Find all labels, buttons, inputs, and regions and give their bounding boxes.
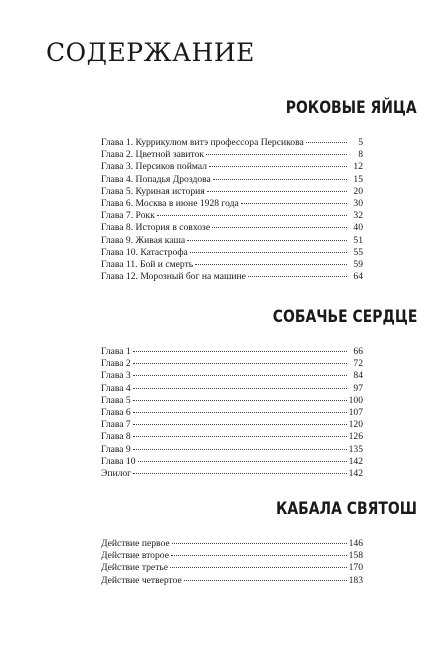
dot-leader bbox=[213, 178, 347, 180]
toc-entry-label: Глава 12. Морозный бог на машине bbox=[101, 271, 246, 283]
dot-leader bbox=[133, 435, 347, 437]
dot-leader bbox=[209, 165, 347, 167]
dot-leader bbox=[248, 275, 347, 277]
dot-leader bbox=[133, 399, 347, 401]
toc-entry-page: 8 bbox=[358, 149, 363, 161]
toc-entry-label: Глава 10. Катастрофа bbox=[101, 246, 188, 258]
toc-entry-page: 72 bbox=[353, 358, 363, 370]
toc-entry-label: Эпилог bbox=[101, 467, 132, 479]
toc-entry bbox=[101, 468, 363, 480]
toc-entry-page: 15 bbox=[353, 173, 363, 185]
toc-entry-page: 40 bbox=[353, 222, 363, 234]
toc-entry-label: Глава 6. Москва в июне 1928 года bbox=[101, 197, 239, 209]
toc-entry-page: 126 bbox=[348, 431, 363, 443]
section-title: РОКОВЫЕ ЯЙЦА bbox=[286, 98, 417, 118]
toc-entry-page: 12 bbox=[353, 161, 363, 173]
toc-entry-page: 183 bbox=[348, 574, 363, 586]
toc-entry-label: Глава 10 bbox=[101, 455, 136, 467]
toc-entry-page: 158 bbox=[348, 550, 363, 562]
toc-entry-page: 120 bbox=[348, 419, 363, 431]
toc-entry bbox=[101, 149, 363, 161]
toc-entry bbox=[101, 186, 363, 198]
dot-leader bbox=[133, 448, 347, 450]
toc-entry-page: 59 bbox=[353, 258, 363, 270]
dot-leader bbox=[138, 460, 347, 462]
toc-entry-label: Глава 8. История в совхозе bbox=[101, 222, 211, 234]
dot-leader bbox=[184, 579, 347, 581]
toc-entry bbox=[101, 346, 363, 358]
toc-entry bbox=[101, 210, 363, 222]
toc-entry-page: 142 bbox=[348, 455, 363, 467]
toc-list bbox=[101, 137, 363, 283]
toc-list bbox=[101, 346, 363, 480]
toc-entry-label: Глава 4 bbox=[101, 382, 131, 394]
toc-entry bbox=[101, 538, 363, 550]
toc-entry-label: Действие третье bbox=[101, 562, 169, 574]
toc-list bbox=[101, 538, 363, 587]
dot-leader bbox=[133, 350, 347, 352]
dot-leader bbox=[207, 190, 347, 192]
toc-entry-label: Глава 7. Рокк bbox=[101, 210, 155, 222]
toc-entry-page: 64 bbox=[353, 271, 363, 283]
dot-leader bbox=[195, 263, 347, 265]
toc-entry-label: Глава 1. Куррикулюм витэ профессора Персикова bbox=[101, 137, 304, 148]
section-title: СОБАЧЬЕ СЕРДЦЕ bbox=[272, 307, 417, 327]
toc-entry-page: 142 bbox=[348, 467, 363, 479]
toc-entry-label: Глава 4. Попадья Дроздова bbox=[101, 173, 211, 185]
toc-entry-page: 5 bbox=[358, 137, 363, 148]
toc-entry-label: Глава 9. Живая каша bbox=[101, 234, 186, 246]
toc-entry-page: 55 bbox=[353, 246, 363, 258]
toc-entry-label: Действие второе bbox=[101, 550, 169, 562]
toc-entry-label: Действие первое bbox=[101, 538, 170, 549]
toc-entry bbox=[101, 222, 363, 234]
toc-entry-page: 97 bbox=[353, 382, 363, 394]
toc-entry-page: 30 bbox=[353, 197, 363, 209]
dot-leader bbox=[190, 251, 347, 253]
page-title: СОДЕРЖАНИЕ bbox=[46, 38, 255, 67]
toc-entry-label: Действие четвертое bbox=[101, 574, 182, 586]
dot-leader bbox=[212, 226, 347, 228]
toc-entry-label: Глава 2 bbox=[101, 358, 131, 370]
dot-leader bbox=[133, 374, 347, 376]
toc-entry bbox=[101, 235, 363, 247]
toc-entry-label: Глава 3. Персиков поймал bbox=[101, 161, 207, 173]
toc-entry-page: 32 bbox=[353, 210, 363, 222]
toc-entry bbox=[101, 395, 363, 407]
toc-entry-page: 66 bbox=[353, 346, 363, 357]
dot-leader bbox=[206, 153, 347, 155]
toc-entry-label: Глава 2. Цветной завиток bbox=[101, 149, 205, 161]
toc-entry-page: 84 bbox=[353, 370, 363, 382]
toc-entry bbox=[101, 431, 363, 443]
toc-entry-page: 100 bbox=[348, 394, 363, 406]
toc-entry bbox=[101, 419, 363, 431]
toc-entry-page: 20 bbox=[353, 185, 363, 197]
dot-leader bbox=[133, 423, 347, 425]
dot-leader bbox=[157, 214, 347, 216]
dot-leader bbox=[133, 472, 346, 474]
toc-entry bbox=[101, 271, 363, 283]
toc-entry-label: Глава 6 bbox=[101, 406, 131, 418]
toc-entry bbox=[101, 358, 363, 370]
dot-leader bbox=[241, 202, 347, 204]
toc-entry bbox=[101, 562, 363, 574]
toc-entry-page: 107 bbox=[348, 406, 363, 418]
toc-entry bbox=[101, 444, 363, 456]
dot-leader bbox=[187, 239, 347, 241]
toc-entry bbox=[101, 259, 363, 271]
toc-entry bbox=[101, 174, 363, 186]
dot-leader bbox=[171, 554, 347, 556]
toc-entry-label: Глава 3 bbox=[101, 370, 131, 382]
toc-entry-label: Глава 11. Бой и смерть bbox=[101, 258, 194, 270]
toc-entry bbox=[101, 198, 363, 210]
toc-entry-label: Глава 1 bbox=[101, 346, 131, 357]
dot-leader bbox=[133, 411, 347, 413]
toc-entry-label: Глава 9 bbox=[101, 443, 131, 455]
dot-leader bbox=[133, 387, 347, 389]
toc-entry-label: Глава 8 bbox=[101, 431, 131, 443]
toc-entry bbox=[101, 370, 363, 382]
toc-entry bbox=[101, 247, 363, 259]
toc-entry bbox=[101, 407, 363, 419]
toc-entry-page: 51 bbox=[353, 234, 363, 246]
toc-entry bbox=[101, 137, 363, 149]
toc-entry-label: Глава 5 bbox=[101, 394, 131, 406]
toc-entry-label: Глава 5. Куриная история bbox=[101, 185, 205, 197]
toc-entry bbox=[101, 575, 363, 587]
toc-entry bbox=[101, 161, 363, 173]
dot-leader bbox=[172, 542, 347, 544]
toc-entry-page: 170 bbox=[348, 562, 363, 574]
toc-entry bbox=[101, 550, 363, 562]
section-title: КАБАЛА СВЯТОШ bbox=[276, 499, 417, 519]
dot-leader bbox=[170, 566, 347, 568]
toc-entry-page: 135 bbox=[348, 443, 363, 455]
toc-entry bbox=[101, 456, 363, 468]
dot-leader bbox=[133, 362, 347, 364]
toc-entry-page: 146 bbox=[348, 538, 363, 549]
dot-leader bbox=[306, 141, 347, 143]
toc-entry bbox=[101, 383, 363, 395]
toc-entry-label: Глава 7 bbox=[101, 419, 131, 431]
